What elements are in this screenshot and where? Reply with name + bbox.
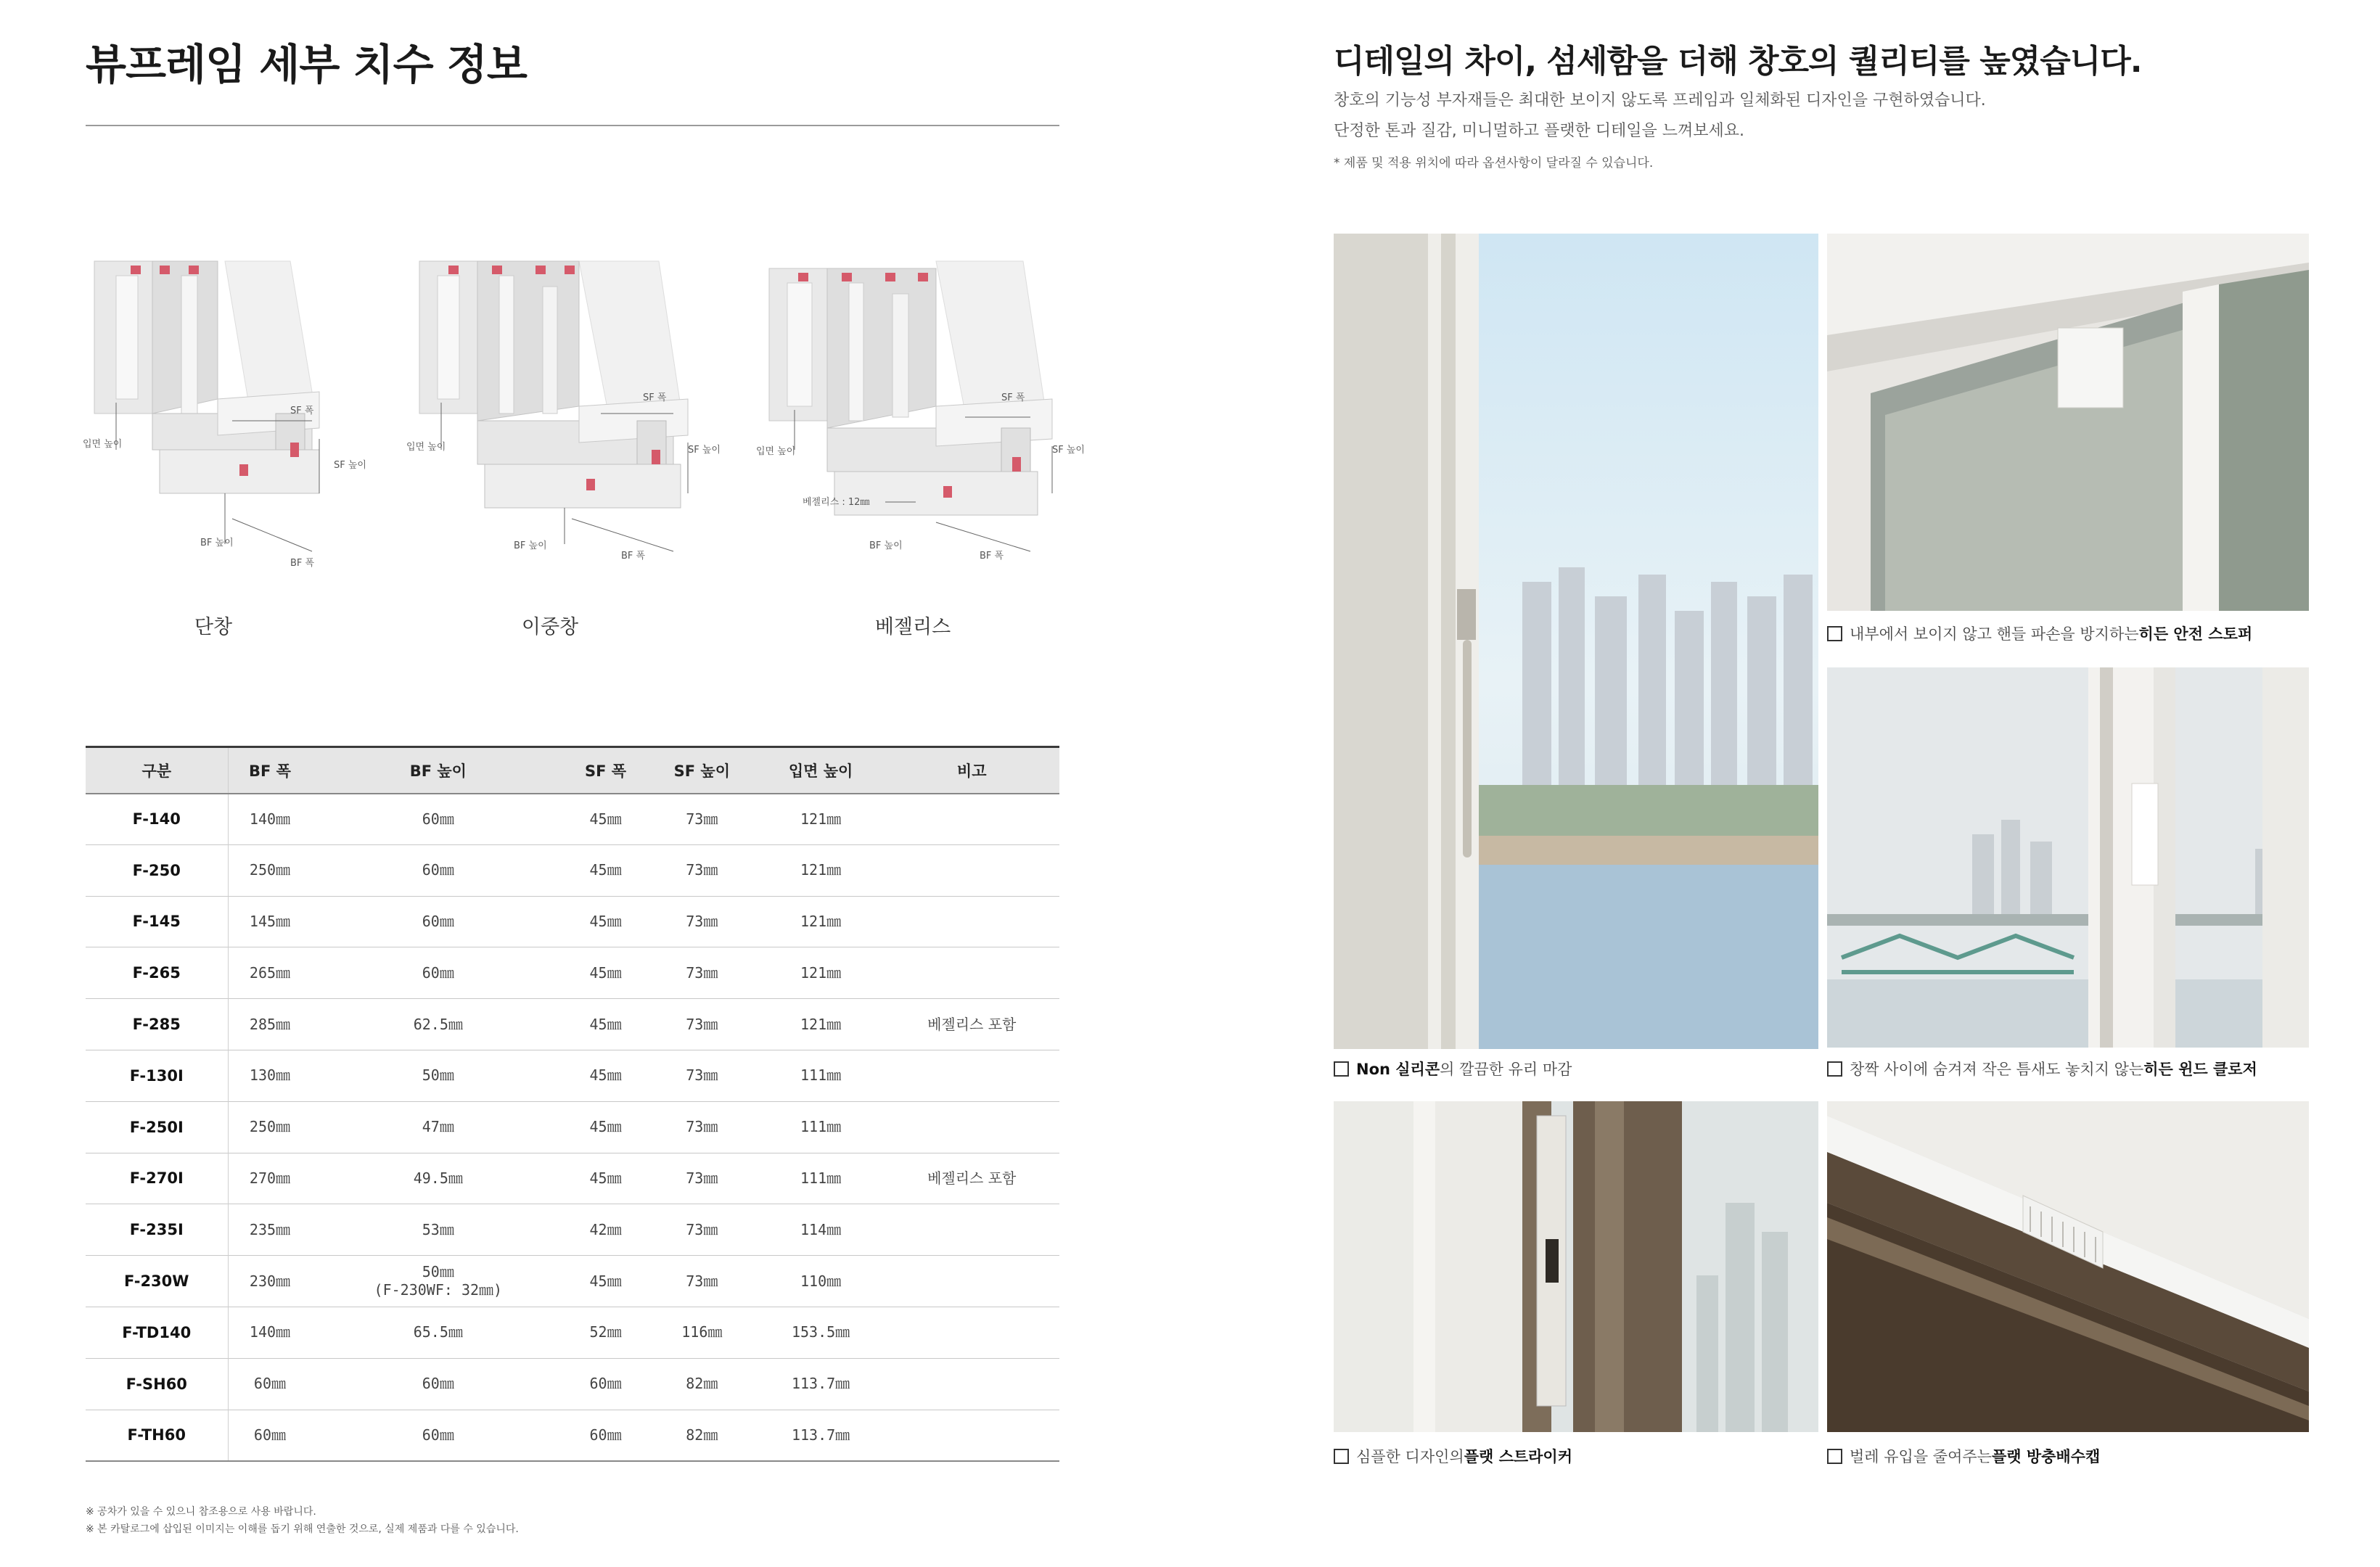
table-row <box>86 1101 1059 1153</box>
header-bf-width: BF 폭 <box>249 762 291 780</box>
checkbox-icon <box>1827 1449 1842 1464</box>
caption-closer <box>1827 1058 2257 1079</box>
label-face-height: 입면 높이 <box>756 446 796 457</box>
diagram-single <box>73 232 377 580</box>
value-cell: 130㎜ <box>249 1066 291 1085</box>
caption-drain-text: 벌레 유입을 줄여주는 <box>1850 1448 1992 1465</box>
value-cell: 50㎜ <box>422 1066 454 1085</box>
model-cell: F-250I <box>86 1101 228 1153</box>
model-cell: F-230W <box>86 1256 228 1307</box>
value-cell: 45㎜ <box>589 1066 622 1085</box>
value-cell: 250㎜ <box>249 1118 291 1136</box>
note-cell <box>884 1204 1059 1256</box>
caption-closer-bold: 히든 윈드 클로저 <box>2143 1061 2257 1078</box>
caption-drain <box>1827 1445 2100 1467</box>
model-cell: F-140 <box>86 794 228 845</box>
model-cell: F-250 <box>86 844 228 896</box>
checkbox-icon <box>1827 1061 1842 1077</box>
value-cell: 60㎜ <box>422 1426 454 1444</box>
caption-stopper <box>1827 622 2252 644</box>
diagram-double <box>398 232 731 580</box>
table-row <box>86 1307 1059 1358</box>
value-cell: 52㎜ <box>589 1323 622 1341</box>
label-sf-height: SF 높이 <box>334 460 366 471</box>
photo-hidden-wind-closer <box>1827 667 2309 1048</box>
bezelless-frame-illustration <box>755 232 1088 580</box>
value-cell: 50㎜ (F-230WF: 32㎜) <box>374 1263 503 1299</box>
model-cell: F-285 <box>86 999 228 1050</box>
value-cell: 145㎜ <box>249 912 291 930</box>
model-cell: F-235I <box>86 1204 228 1256</box>
value-cell: 153.5㎜ <box>791 1323 850 1341</box>
note-cell: 베젤리스 포함 <box>927 1169 1017 1187</box>
caption-glass <box>1334 1058 1572 1079</box>
value-cell: 116㎜ <box>681 1323 723 1341</box>
photo-glass-finish <box>1334 234 1818 1049</box>
note-cell <box>884 896 1059 947</box>
note-cell <box>884 1358 1059 1410</box>
value-cell: 230㎜ <box>249 1272 291 1290</box>
value-cell: 235㎜ <box>249 1220 291 1238</box>
title-divider <box>86 125 1059 126</box>
value-cell: 82㎜ <box>686 1375 718 1393</box>
header-category: 구분 <box>86 747 228 794</box>
label-sf-width: SF 폭 <box>1001 392 1025 403</box>
value-cell: 73㎜ <box>686 1015 718 1033</box>
model-cell: F-270I <box>86 1153 228 1204</box>
model-cell: F-265 <box>86 947 228 999</box>
photo-flat-striker <box>1334 1101 1818 1432</box>
caption-stopper-text: 내부에서 보이지 않고 핸들 파손을 방지하는 <box>1850 625 2139 643</box>
value-cell: 73㎜ <box>686 963 718 982</box>
caption-striker-bold: 플랫 스트라이커 <box>1464 1448 1572 1465</box>
header-sf-width: SF 폭 <box>585 762 627 780</box>
note-cell <box>884 1410 1059 1461</box>
subtext-line: 단정한 톤과 질감, 미니멀하고 플랫한 디테일을 느껴보세요. <box>1334 122 1744 140</box>
value-cell: 60㎜ <box>589 1426 622 1444</box>
note-cell <box>884 1101 1059 1153</box>
value-cell: 60㎜ <box>253 1426 287 1444</box>
value-cell: 121㎜ <box>800 861 842 879</box>
value-cell: 73㎜ <box>686 912 718 930</box>
subtext-line: 창호의 기능성 부자재들은 최대한 보이지 않도록 프레임과 일체화된 디자인을 구현하였습니다. <box>1334 91 1986 110</box>
diagram-single-label: 단창 <box>194 616 233 638</box>
note-cell <box>884 1050 1059 1101</box>
table-body <box>86 794 1059 1461</box>
label-bf-height: BF 높이 <box>869 540 903 551</box>
value-cell: 65.5㎜ <box>413 1323 463 1341</box>
value-cell: 45㎜ <box>589 810 622 828</box>
table-row <box>86 999 1059 1050</box>
value-cell: 114㎜ <box>800 1220 842 1238</box>
caption-closer-text: 창짝 사이에 숨겨져 작은 틈새도 놓치지 않는 <box>1850 1061 2144 1078</box>
diagram-bezelless-label: 베젤리스 <box>874 616 951 638</box>
header-note: 비고 <box>956 762 987 780</box>
model-cell: F-SH60 <box>86 1358 228 1410</box>
footnote: ※ 공차가 있을 수 있으니 참조용으로 사용 바랍니다. <box>86 1506 316 1518</box>
value-cell: 121㎜ <box>800 810 842 828</box>
caption-stopper-bold: 히든 안전 스토퍼 <box>2138 625 2253 643</box>
label-bf-height: BF 높이 <box>514 540 547 551</box>
model-cell: F-130I <box>86 1050 228 1101</box>
diagram-bezelless <box>755 232 1088 580</box>
note-cell <box>884 1307 1059 1358</box>
value-cell: 113.7㎜ <box>791 1426 850 1444</box>
value-cell: 53㎜ <box>422 1220 454 1238</box>
value-cell: 121㎜ <box>800 1015 842 1033</box>
value-cell: 60㎜ <box>589 1375 622 1393</box>
label-bezel: 베젤리스 : 12㎜ <box>803 497 870 508</box>
table-row <box>86 1204 1059 1256</box>
table-row <box>86 1358 1059 1410</box>
value-cell: 60㎜ <box>422 1375 454 1393</box>
value-cell: 73㎜ <box>686 1220 718 1238</box>
label-sf-width: SF 폭 <box>290 406 314 416</box>
value-cell: 121㎜ <box>800 963 842 982</box>
caption-striker-text: 심플한 디자인의 <box>1356 1448 1464 1465</box>
value-cell: 45㎜ <box>589 1272 622 1290</box>
value-cell: 140㎜ <box>249 1323 291 1341</box>
table-row <box>86 1050 1059 1101</box>
checkbox-icon <box>1334 1061 1349 1077</box>
value-cell: 45㎜ <box>589 1118 622 1136</box>
dimension-table <box>86 746 1059 1462</box>
value-cell: 47㎜ <box>422 1118 454 1136</box>
checkbox-icon <box>1334 1449 1349 1464</box>
value-cell: 60㎜ <box>422 810 454 828</box>
label-bf-width: BF 폭 <box>621 551 646 562</box>
value-cell: 73㎜ <box>686 810 718 828</box>
value-cell: 73㎜ <box>686 861 718 879</box>
label-bf-width: BF 폭 <box>980 551 1004 562</box>
value-cell: 60㎜ <box>422 861 454 879</box>
note-cell: 베젤리스 포함 <box>927 1015 1017 1033</box>
table-row <box>86 947 1059 999</box>
table-row <box>86 1410 1059 1461</box>
label-bf-height: BF 높이 <box>200 538 234 548</box>
model-cell: F-145 <box>86 896 228 947</box>
value-cell: 111㎜ <box>800 1169 842 1187</box>
value-cell: 60㎜ <box>422 912 454 930</box>
caption-drain-bold: 플랫 방충배수캡 <box>1991 1448 2101 1465</box>
photo-flat-drain-cap <box>1827 1101 2309 1432</box>
value-cell: 140㎜ <box>249 810 291 828</box>
page-title: 뷰프레임 세부 치수 정보 <box>86 40 527 89</box>
table-row <box>86 844 1059 896</box>
value-cell: 111㎜ <box>800 1066 842 1085</box>
caption-glass-bold: Non 실리콘 <box>1356 1061 1440 1078</box>
double-frame-illustration <box>398 232 731 580</box>
value-cell: 110㎜ <box>800 1272 842 1290</box>
value-cell: 60㎜ <box>253 1375 287 1393</box>
header-face-height: 입면 높이 <box>788 762 853 780</box>
value-cell: 62.5㎜ <box>413 1015 463 1033</box>
value-cell: 270㎜ <box>249 1169 291 1187</box>
disclaimer: * 제품 및 적용 위치에 따라 옵션사항이 달라질 수 있습니다. <box>1334 156 1654 170</box>
subtext <box>1334 86 1986 147</box>
value-cell: 45㎜ <box>589 1015 622 1033</box>
header-bf-height: BF 높이 <box>409 762 467 780</box>
value-cell: 82㎜ <box>686 1426 718 1444</box>
table-row <box>86 794 1059 845</box>
photo-hidden-stopper <box>1827 234 2309 611</box>
note-cell <box>884 844 1059 896</box>
label-face-height: 입면 높이 <box>83 439 123 450</box>
model-cell: F-TD140 <box>86 1307 228 1358</box>
table-header-row <box>86 747 1059 794</box>
value-cell: 73㎜ <box>686 1169 718 1187</box>
diagram-double-label: 이중창 <box>521 616 579 638</box>
value-cell: 121㎜ <box>800 912 842 930</box>
headline: 디테일의 차이, 섬세함을 더해 창호의 퀄리티를 높였습니다. <box>1334 43 2142 80</box>
value-cell: 45㎜ <box>589 1169 622 1187</box>
value-cell: 45㎜ <box>589 912 622 930</box>
value-cell: 111㎜ <box>800 1118 842 1136</box>
value-cell: 73㎜ <box>686 1066 718 1085</box>
footnotes <box>86 1503 519 1538</box>
header-sf-height: SF 높이 <box>673 762 730 780</box>
footnote: ※ 본 카탈로그에 삽입된 이미지는 이해를 돕기 위해 연출한 것으로, 실제 제품과 다를 수 있습니다. <box>86 1523 519 1535</box>
value-cell: 42㎜ <box>589 1220 622 1238</box>
value-cell: 45㎜ <box>589 963 622 982</box>
right-page <box>1190 0 2380 1567</box>
label-sf-height: SF 높이 <box>688 445 721 456</box>
table-row <box>86 1153 1059 1204</box>
value-cell: 113.7㎜ <box>791 1375 850 1393</box>
caption-glass-text: 의 깔끔한 유리 마감 <box>1440 1061 1572 1078</box>
value-cell: 73㎜ <box>686 1272 718 1290</box>
single-frame-illustration <box>73 232 377 580</box>
table-row <box>86 1256 1059 1307</box>
checkbox-icon <box>1827 626 1842 641</box>
value-cell: 45㎜ <box>589 861 622 879</box>
note-cell <box>884 1256 1059 1307</box>
value-cell: 285㎜ <box>249 1015 291 1033</box>
value-cell: 49.5㎜ <box>413 1169 463 1187</box>
model-cell: F-TH60 <box>86 1410 228 1461</box>
label-sf-width: SF 폭 <box>643 392 667 403</box>
note-cell <box>884 794 1059 845</box>
label-bf-width: BF 폭 <box>290 558 315 569</box>
label-face-height: 입면 높이 <box>406 442 446 453</box>
note-cell <box>884 947 1059 999</box>
caption-striker <box>1334 1445 1572 1467</box>
value-cell: 265㎜ <box>249 963 291 982</box>
label-sf-height: SF 높이 <box>1052 445 1085 456</box>
value-cell: 73㎜ <box>686 1118 718 1136</box>
value-cell: 250㎜ <box>249 861 291 879</box>
table-row <box>86 896 1059 947</box>
value-cell: 60㎜ <box>422 963 454 982</box>
